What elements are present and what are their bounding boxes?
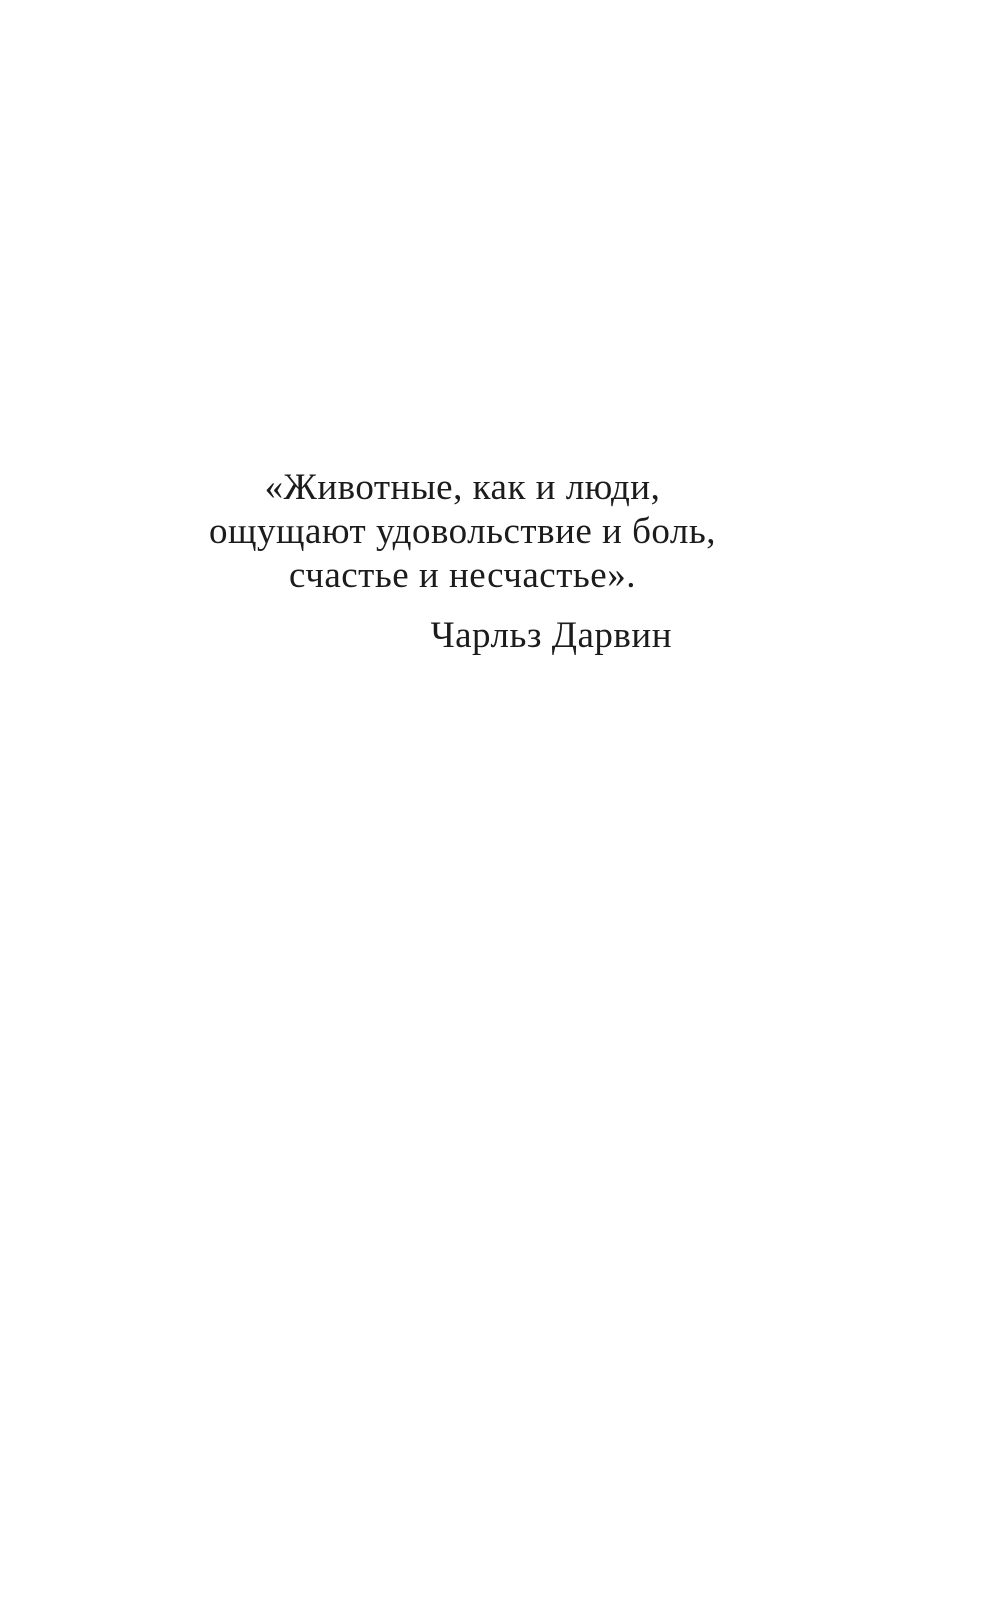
epigraph-quote xyxy=(165,466,760,598)
quote-line-3: счастье и несчастье». xyxy=(289,555,636,596)
quote-line-1: «Животные, как и люди, xyxy=(264,467,661,508)
epigraph-block xyxy=(165,466,760,658)
quote-line-2: ощущают удовольствие и боль, xyxy=(208,511,717,552)
epigraph-attribution: Чарльз Дарвин xyxy=(430,615,672,656)
